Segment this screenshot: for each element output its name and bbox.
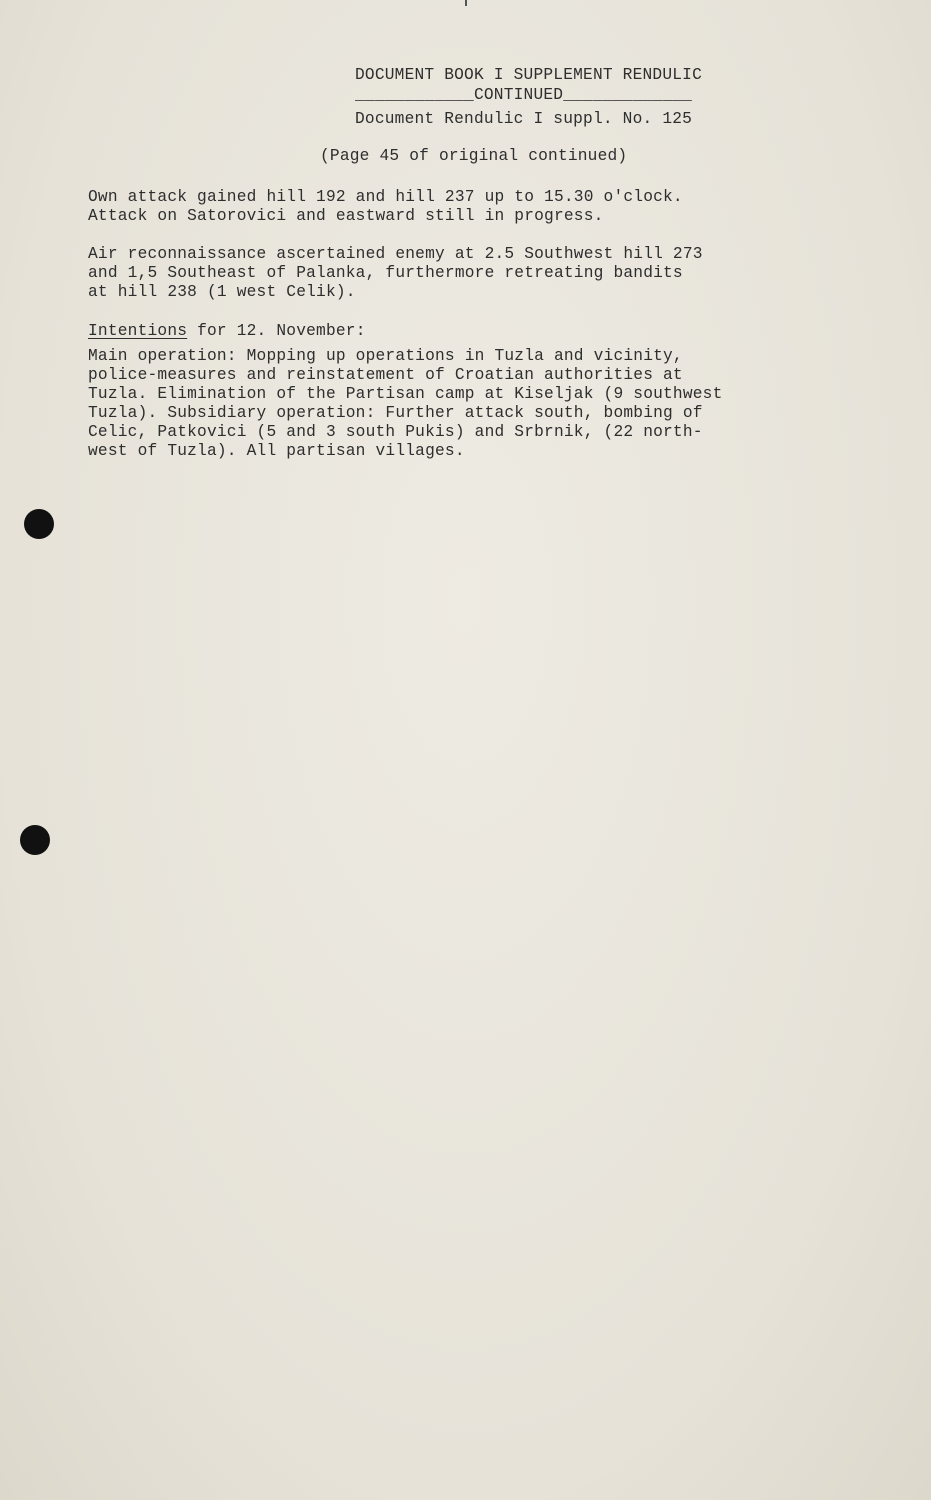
header-title: DOCUMENT BOOK I SUPPLEMENT RENDULIC — [355, 66, 702, 84]
paragraph-line: Main operation: Mopping up operations in Tuzla and vicinity, — [88, 347, 683, 365]
paragraph-line: Tuzla). Subsidiary operation: Further attack south, bombing of — [88, 404, 703, 422]
paragraph-attack — [88, 188, 683, 226]
paragraph-intentions — [88, 347, 723, 461]
paragraph-line: police-measures and reinstatement of Croatian authorities at — [88, 366, 683, 384]
paragraph-line: and 1,5 Southeast of Palanka, furthermore retreating bandits — [88, 264, 683, 282]
paragraph-air-reconnaissance — [88, 245, 703, 302]
paragraph-line: Attack on Satorovici and eastward still in progress. — [88, 207, 604, 225]
intentions-heading — [88, 322, 366, 341]
page-note: (Page 45 of original continued) — [320, 147, 628, 165]
paragraph-line: Own attack gained hill 192 and hill 237 up to 15.30 o'clock. — [88, 188, 683, 206]
paragraph-line: Celic, Patkovici (5 and 3 south Pukis) and Srbrnik, (22 north- — [88, 423, 703, 441]
paragraph-line: Air reconnaissance ascertained enemy at 2.5 Southwest hill 273 — [88, 245, 703, 263]
paragraph-line: at hill 238 (1 west Celik). — [88, 283, 356, 301]
staple-mark — [465, 0, 467, 6]
paragraph-line: west of Tuzla). All partisan villages. — [88, 442, 465, 460]
intentions-heading-rest: for 12. November: — [187, 322, 366, 340]
punch-hole-bottom — [20, 825, 50, 855]
header-continued: ____________CONTINUED_____________ — [355, 86, 693, 104]
intentions-heading-underlined: Intentions — [88, 322, 188, 340]
paragraph-line: Tuzla. Elimination of the Partisan camp at Kiseljak (9 southwest — [88, 385, 723, 403]
header-document-number: Document Rendulic I suppl. No. 125 — [355, 110, 693, 128]
punch-hole-top — [24, 509, 54, 539]
